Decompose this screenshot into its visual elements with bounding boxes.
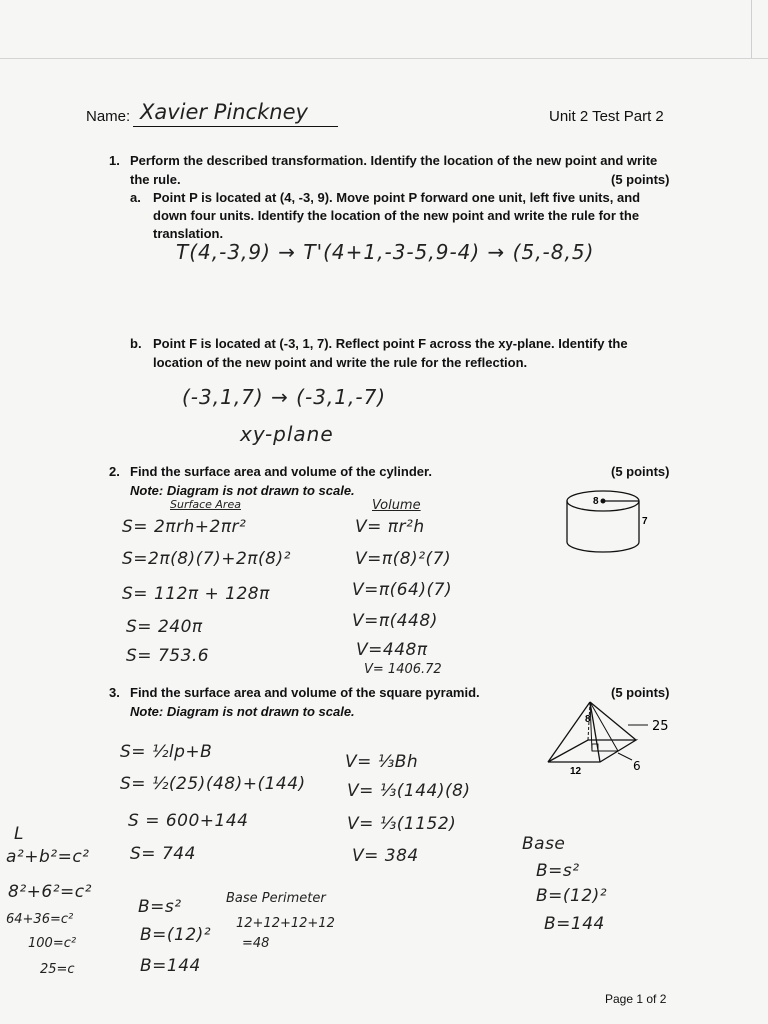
q3-sa-line-2: S= ½(25)(48)+(144): [120, 774, 306, 794]
q3-note: Note: Diagram is not drawn to scale.: [130, 704, 355, 719]
q3-perimeter-line-1: 12+12+12+12: [236, 916, 335, 931]
cylinder-radius-label: 8: [593, 496, 599, 507]
q1-prompt-line1: Perform the described transformation. Identify the location of the new point and write: [130, 153, 658, 168]
pyramid-edge-front-left: [548, 702, 590, 762]
pyramid-slant-label: 25: [652, 719, 669, 734]
pyramid-edge-back-right: [590, 702, 636, 740]
q2-vol-line-1: V= πr²h: [355, 517, 425, 537]
pyramid-height-label: 8: [585, 714, 591, 725]
q2-note: Note: Diagram is not drawn to scale.: [130, 483, 355, 498]
q3-l-line-3: 64+36=c²: [6, 912, 74, 927]
name-underline: [133, 126, 338, 127]
q2-sa-line-3: S= 112π + 128π: [122, 584, 270, 604]
q3-b-line-2: B=(12)²: [140, 925, 212, 945]
page-number: Page 1 of 2: [605, 992, 667, 1006]
q2-prompt: Find the surface area and volume of the cylinder.: [130, 464, 432, 479]
q1b-answer1: (-3,1,7) → (-3,1,-7): [182, 385, 387, 409]
q3-l-line-5: 25=c: [40, 962, 75, 977]
q3-sa-line-3: S = 600+144: [128, 811, 249, 831]
test-title: Unit 2 Test Part 2: [549, 108, 664, 125]
q2-sa-heading: Surface Area: [170, 498, 241, 511]
name-label: Name:: [86, 108, 131, 125]
q2-sa-line-1: S= 2πrh+2πr²: [122, 517, 247, 537]
q2-vol-line-2: V=π(8)²(7): [355, 549, 452, 569]
q3-vol-line-2: V= ⅓(144)(8): [347, 781, 471, 801]
q3-base-line-2: B=(12)²: [536, 886, 608, 906]
q3-base-heading: Base: [522, 834, 566, 854]
pyramid-diagram: [540, 700, 690, 780]
q3-b-line-3: B=144: [140, 956, 201, 976]
q1a-line1: Point P is located at (4, -3, 9). Move point P forward one unit, left five units, and: [153, 190, 641, 205]
q1-points: (5 points): [611, 172, 670, 187]
q1b-line2: location of the new point and write the rule for the reflection.: [153, 355, 528, 370]
q1-prompt-line2: the rule.: [130, 172, 181, 187]
q3-vol-line-4: V= 384: [352, 846, 419, 866]
q2-sa-line-5: S= 753.6: [126, 646, 210, 666]
q2-number: 2.: [109, 464, 120, 479]
student-name: Xavier Pinckney: [140, 100, 308, 124]
q3-l-line-2: 8²+6²=c²: [8, 882, 92, 902]
q3-base-line-3: B=144: [544, 914, 605, 934]
q3-l-line-1: a²+b²=c²: [6, 847, 90, 867]
pyramid-small-leader: [618, 753, 632, 760]
cylinder-height-label: 7: [642, 516, 648, 527]
q3-vol-line-3: V= ⅓(1152): [347, 814, 457, 834]
q1b-letter: b.: [130, 336, 142, 351]
pyramid-base-label: 12: [570, 766, 582, 777]
q2-vol-line-4: V=π(448): [352, 611, 438, 631]
q1a-line3: translation.: [153, 226, 224, 241]
q1-number: 1.: [109, 153, 120, 168]
cylinder-center-dot: [601, 499, 606, 504]
q1a-answer: T(4,-3,9) → T'(4+1,-3-5,9-4) → (5,-8,5): [176, 240, 595, 264]
q2-sa-line-4: S= 240π: [126, 617, 203, 637]
q3-b-line-1: B=s²: [138, 897, 182, 917]
pyramid-small-label: 6: [633, 759, 641, 773]
page-top-edge: [0, 58, 768, 59]
q1a-letter: a.: [130, 190, 141, 205]
q1a-line2: down four units. Identify the location of the new point and write the rule for the: [153, 208, 640, 223]
q3-l-heading: L: [14, 824, 24, 844]
cylinder-bottom: [567, 542, 639, 552]
page-side-edge: [751, 0, 752, 58]
q3-prompt: Find the surface area and volume of the square pyramid.: [130, 685, 480, 700]
q3-vol-line-1: V= ⅓Bh: [345, 752, 419, 772]
q3-points: (5 points): [611, 685, 670, 700]
q2-vol-heading: Volume: [372, 498, 421, 513]
q2-vol-line-6: V= 1406.72: [364, 662, 442, 677]
cylinder-diagram: [563, 487, 653, 567]
q3-perimeter-line-2: =48: [242, 936, 270, 951]
q3-perimeter-heading: Base Perimeter: [226, 891, 326, 906]
q3-number: 3.: [109, 685, 120, 700]
q1b-line1: Point F is located at (-3, 1, 7). Reflect point F across the xy-plane. Identify the: [153, 336, 628, 351]
q2-vol-line-5: V=448π: [356, 640, 428, 660]
q3-l-line-4: 100=c²: [28, 936, 77, 951]
q1b-answer2: xy-plane: [240, 422, 334, 446]
q2-vol-line-3: V=π(64)(7): [352, 580, 453, 600]
q3-base-line-1: B=s²: [536, 861, 580, 881]
q2-points: (5 points): [611, 464, 670, 479]
q2-sa-line-2: S=2π(8)(7)+2π(8)²: [122, 549, 291, 569]
q3-sa-line-4: S= 744: [130, 844, 196, 864]
q3-sa-line-1: S= ½lp+B: [120, 742, 213, 762]
